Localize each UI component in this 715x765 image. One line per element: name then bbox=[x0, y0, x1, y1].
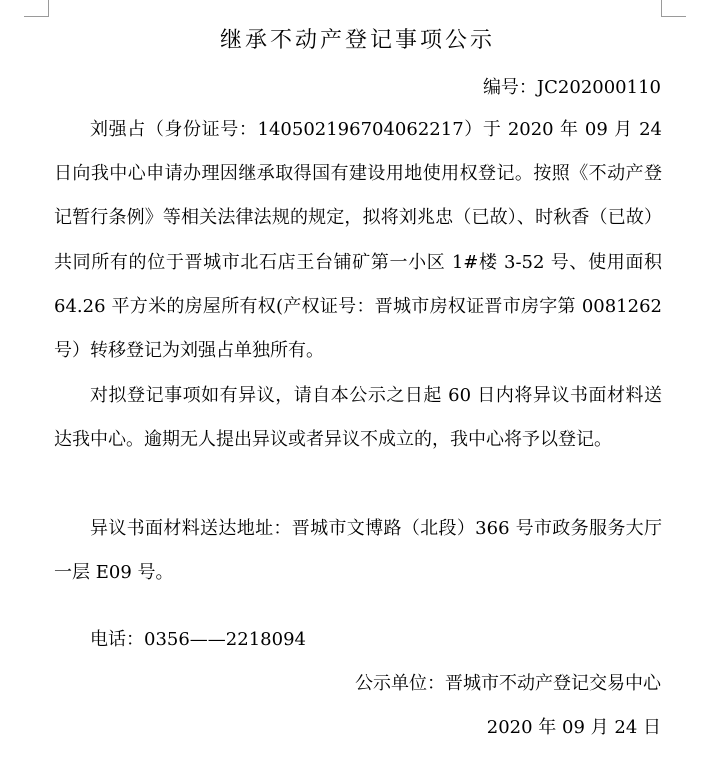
paragraph-phone: 电话：0356——2218094 bbox=[90, 629, 306, 650]
notice-title: 继承不动产登记事项公示 bbox=[219, 28, 495, 53]
page-corner-mark-top-left bbox=[24, 0, 49, 17]
paragraph-application: 刘强占（身份证号：140502196704062217）于 2020 年 09 月 24 日向我中心申请办理因继承取得国有建设用地使用权登记。按照《不动产登记暂行条例》等相关法律法规的规定，拟将刘兆忠（已故）、时秋香（已故）共同所有的位于晋城市北石店王台铺矿第一小区 1#楼 3-52 号、使用面积 64.26 平方米的房屋所有权(产权证号：晋城市房权证晋市房字第 0081262 号）转移登记为刘强占单独所有。 bbox=[54, 119, 662, 362]
page-corner-mark-top-right bbox=[661, 0, 686, 17]
paragraph-address: 异议书面材料送达地址：晋城市文博路（北段）366 号市政务服务大厅一层 E09 号。 bbox=[54, 518, 662, 584]
issue-date: 2020 年 09 月 24 日 bbox=[486, 717, 661, 738]
issuer-signature: 公示单位：晋城市不动产登记交易中心 bbox=[355, 673, 661, 694]
document-number: 编号：JC202000110 bbox=[482, 77, 661, 98]
paragraph-objection: 对拟登记事项如有异议，请自本公示之日起 60 日内将异议书面材料送达我中心。逾期无人提出异议或者异议不成立的，我中心将予以登记。 bbox=[54, 385, 662, 451]
